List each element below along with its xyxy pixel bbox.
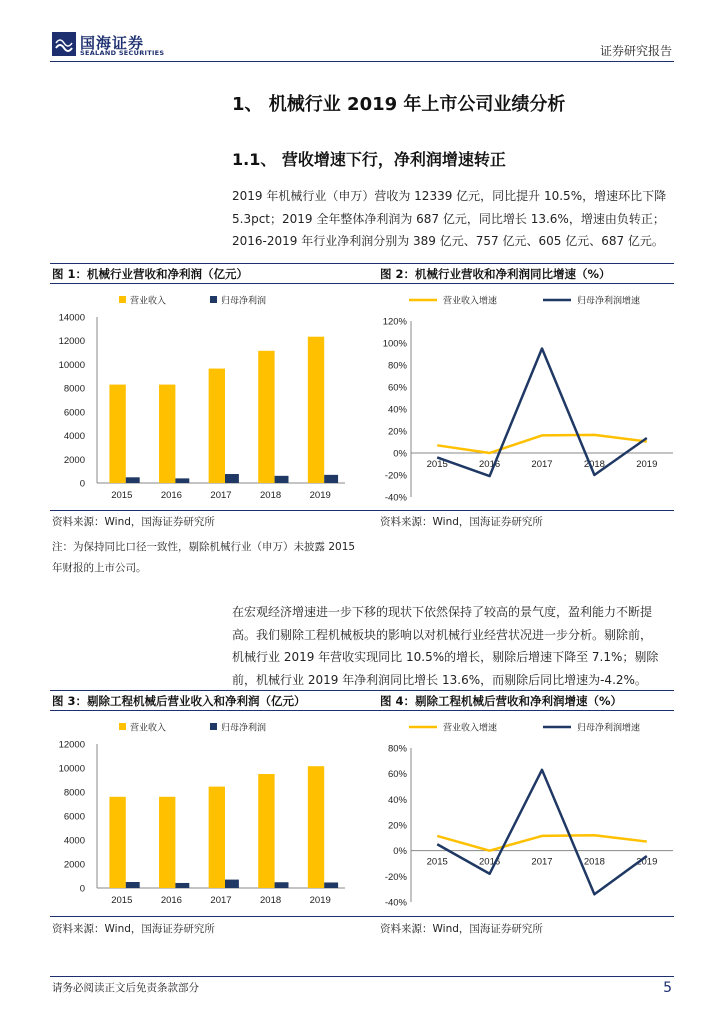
- y-tick-label: 80%: [387, 360, 407, 372]
- footnote-line: 注：为保持同比口径一致性，剔除机械行业（申万）未披露 2015: [52, 541, 356, 553]
- legend-swatch: [119, 296, 126, 303]
- y-tick-label: 80%: [387, 743, 407, 755]
- bar-revenue: [308, 766, 324, 888]
- x-tick-label: 2015: [426, 459, 448, 470]
- bar-revenue: [159, 385, 175, 483]
- y-tick-label: 20%: [387, 426, 407, 438]
- y-tick-label: 4000: [63, 431, 85, 443]
- report-type-label: 证券研究报告: [599, 44, 672, 58]
- bar-revenue: [209, 369, 225, 483]
- bar-net-profit: [324, 882, 338, 888]
- y-tick-label: 100%: [382, 338, 407, 350]
- figure-top-rule: [50, 690, 674, 691]
- x-tick-label: 2016: [479, 856, 501, 868]
- x-tick-label: 2017: [210, 895, 232, 906]
- logo-text-en: SEALAND SECURITIES: [80, 49, 165, 57]
- x-tick-label: 2019: [636, 459, 658, 470]
- paragraph-line: 高。我们剔除工程机械板块的影响以对机械行业经营状况进一步分析。剔除前，: [232, 627, 653, 642]
- x-tick-label: 2019: [636, 856, 658, 868]
- figure-title-rule: [50, 710, 674, 711]
- y-tick-label: -40%: [384, 492, 407, 504]
- bar-revenue: [258, 351, 274, 483]
- figure-1-title: 图 1：机械行业营收和净利润（亿元）: [52, 267, 249, 281]
- legend-label: 归母净利润: [221, 295, 267, 306]
- logo-mark: [52, 32, 76, 56]
- figure-2-chart: [378, 285, 678, 510]
- footnote: [52, 537, 355, 579]
- bar-revenue: [308, 337, 324, 483]
- x-tick-label: 2019: [309, 490, 331, 501]
- legend-label: 归母净利润增速: [577, 295, 641, 306]
- x-tick-label: 2018: [260, 490, 282, 501]
- x-tick-label: 2017: [531, 856, 553, 868]
- y-tick-label: 12000: [58, 739, 85, 751]
- bar-revenue: [209, 787, 225, 888]
- bar-revenue: [109, 385, 125, 483]
- y-tick-label: 0: [79, 478, 85, 490]
- legend-label: 营业收入增速: [443, 722, 498, 733]
- bar-net-profit: [175, 478, 189, 483]
- y-tick-label: 20%: [387, 820, 407, 832]
- figure-3-chart: [50, 712, 350, 915]
- y-tick-label: 120%: [382, 316, 407, 328]
- subsection-heading: 1.1、 营收增速下行，净利润增速转正: [232, 150, 506, 169]
- bar-net-profit: [225, 474, 239, 483]
- y-tick-label: 4000: [63, 835, 85, 847]
- figure-bottom-rule: [50, 510, 674, 511]
- figure-1-source: 资料来源：Wind，国海证券研究所: [52, 516, 215, 528]
- figure-3-title: 图 3：剔除工程机械后营业收入和净利润（亿元）: [52, 694, 306, 708]
- figure-bottom-rule: [50, 916, 674, 917]
- x-tick-label: 2016: [479, 459, 501, 470]
- paragraph-line: 前，机械行业 2019 年净利润同比增长 13.6%，而剔除后同比增速为-4.2%。: [232, 672, 647, 687]
- y-tick-label: 40%: [387, 404, 407, 416]
- bar-net-profit: [175, 883, 189, 888]
- x-tick-label: 2015: [111, 895, 133, 906]
- footer-rule: [50, 976, 674, 977]
- bar-revenue: [159, 797, 175, 888]
- figure-1-chart: [50, 285, 350, 510]
- paragraph-line: 2019 年机械行业（申万）营收为 12339 亿元，同比提升 10.5%，增速环比下降: [232, 189, 667, 203]
- y-tick-label: 14000: [58, 312, 85, 324]
- x-tick-label: 2017: [210, 490, 232, 501]
- x-tick-label: 2018: [260, 895, 282, 906]
- figure-3-source: 资料来源：Wind，国海证券研究所: [52, 923, 215, 935]
- legend-label: 归母净利润增速: [577, 722, 641, 733]
- y-tick-label: 2000: [63, 454, 85, 466]
- y-tick-label: 10000: [58, 359, 85, 371]
- y-tick-label: 10000: [58, 763, 85, 775]
- legend-swatch: [210, 723, 217, 730]
- header-rule: [50, 61, 674, 62]
- legend-label: 营业收入: [130, 295, 167, 306]
- line-revenue-growth: [437, 835, 647, 850]
- y-tick-label: 60%: [387, 382, 407, 394]
- line-net-profit-growth: [437, 349, 647, 477]
- y-tick-label: 6000: [63, 811, 85, 823]
- footnote-line: 年财报的上市公司。: [52, 562, 147, 574]
- legend-label: 归母净利润: [221, 722, 267, 733]
- legend-swatch: [119, 723, 126, 730]
- page-number: 5: [663, 980, 672, 996]
- paragraph-line: 2016-2019 年行业净利润分别为 389 亿元、757 亿元、605 亿元、687 亿元。: [232, 234, 664, 248]
- bar-net-profit: [324, 475, 338, 483]
- y-tick-label: 60%: [387, 769, 407, 781]
- x-tick-label: 2019: [309, 895, 331, 906]
- intro-paragraph: [232, 185, 678, 253]
- y-tick-label: -20%: [384, 871, 407, 883]
- bar-net-profit: [275, 882, 289, 888]
- x-tick-label: 2018: [583, 856, 605, 868]
- y-tick-label: 12000: [58, 336, 85, 348]
- bar-revenue: [258, 774, 274, 888]
- line-revenue-growth: [437, 435, 647, 453]
- paragraph-line: 机械行业 2019 年营收实现同比 10.5%的增长，剔除后增速下降至 7.1%；剔除: [232, 650, 659, 664]
- bar-net-profit: [225, 880, 239, 888]
- y-tick-label: 0%: [393, 846, 407, 858]
- x-tick-label: 2018: [583, 459, 605, 470]
- y-tick-label: 6000: [63, 407, 85, 419]
- logo-text-cn: 国海证券: [80, 34, 145, 52]
- y-tick-label: 0%: [393, 448, 407, 460]
- analysis-paragraph: [232, 601, 678, 691]
- y-tick-label: 40%: [387, 794, 407, 806]
- figure-4-source: 资料来源：Wind，国海证券研究所: [380, 923, 543, 935]
- bar-net-profit: [275, 476, 289, 483]
- bar-net-profit: [126, 477, 140, 483]
- x-tick-label: 2016: [160, 895, 182, 906]
- y-tick-label: -40%: [384, 897, 407, 909]
- y-tick-label: 8000: [63, 787, 85, 799]
- bar-revenue: [109, 797, 125, 888]
- figure-2-source: 资料来源：Wind，国海证券研究所: [380, 516, 543, 528]
- paragraph-line: 在宏观经济增速进一步下移的现状下依然保持了较高的景气度，盈利能力不断提: [232, 605, 653, 619]
- line-net-profit-growth: [437, 770, 647, 894]
- x-tick-label: 2015: [426, 856, 448, 868]
- x-tick-label: 2017: [531, 459, 553, 470]
- figure-4-title: 图 4：剔除工程机械后营收和净利润增速（%）: [380, 694, 623, 708]
- y-tick-label: -20%: [384, 470, 407, 482]
- section-heading: 1、 机械行业 2019 年上市公司业绩分析: [232, 94, 566, 115]
- legend-label: 营业收入: [130, 722, 167, 733]
- figure-4-chart: [378, 712, 678, 915]
- x-tick-label: 2015: [111, 490, 133, 501]
- legend-swatch: [210, 296, 217, 303]
- figure-top-rule: [50, 263, 674, 264]
- y-tick-label: 0: [79, 883, 85, 895]
- figure-2-title: 图 2：机械行业营收和净利润同比增速（%）: [380, 267, 611, 281]
- y-tick-label: 8000: [63, 383, 85, 395]
- x-tick-label: 2016: [160, 490, 182, 501]
- figure-title-rule: [50, 283, 674, 284]
- legend-label: 营业收入增速: [443, 295, 498, 306]
- disclaimer-note: 请务必阅读正文后免责条款部分: [52, 982, 199, 994]
- y-tick-label: 2000: [63, 859, 85, 871]
- paragraph-line: 5.3pct；2019 全年整体净利润为 687 亿元，同比增长 13.6%，增速由负转正；: [232, 211, 665, 226]
- bar-net-profit: [126, 882, 140, 888]
